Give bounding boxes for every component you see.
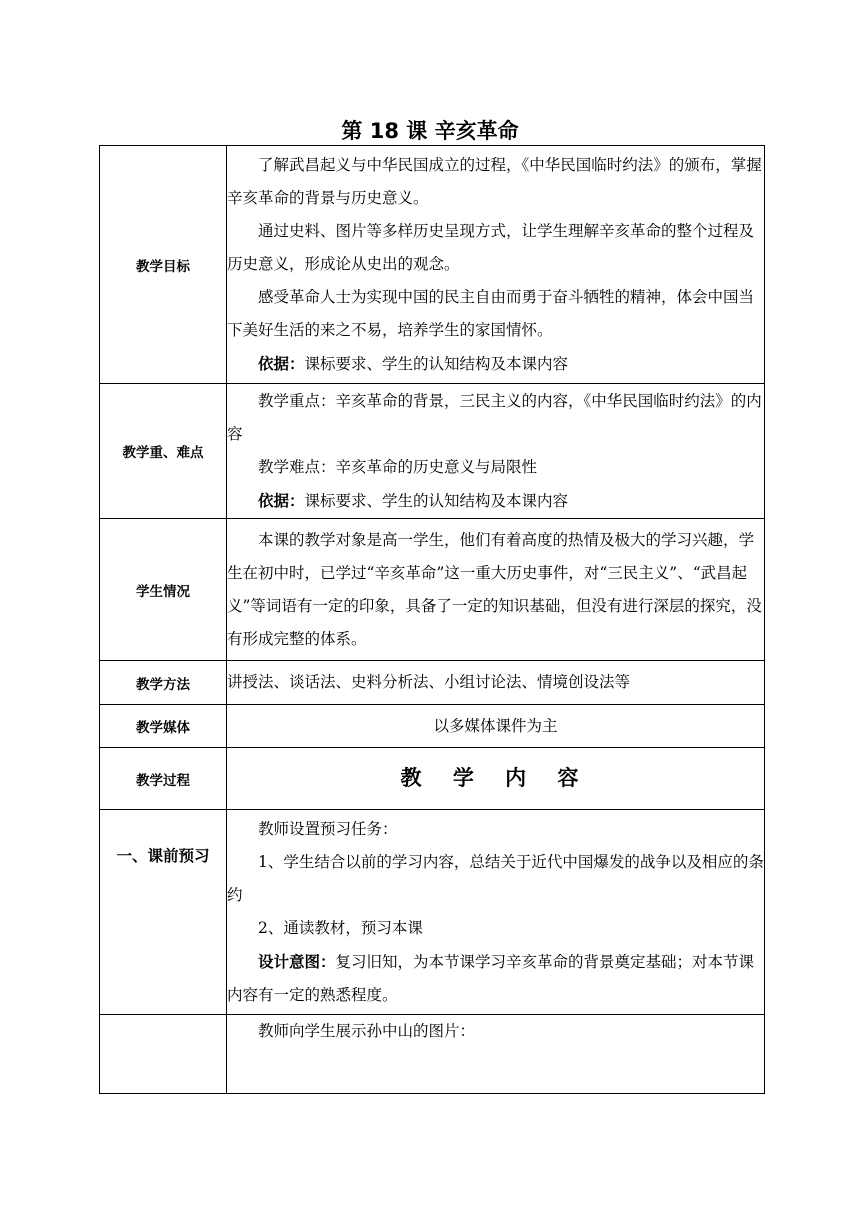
- row-media: [100, 705, 765, 748]
- intent-text: 复习旧知，为本节课学习辛亥革命的背景奠定基础；对本节课内容有一定的熟悉程度。: [227, 952, 755, 1004]
- goal-3: 感受革命人士为实现中国的民主自由而勇于奋斗牺牲的精神，体会中国当下美好生活的来之不易，培养学生的家国情怀。: [227, 287, 755, 339]
- content-preview: [227, 810, 765, 1015]
- label-media: 教学媒体: [100, 705, 227, 748]
- key-basis: [227, 484, 764, 518]
- row-key-points: [100, 384, 765, 519]
- label-next: [100, 1015, 227, 1094]
- students-text: 本课的教学对象是高一学生，他们有着高度的热情及极大的学习兴趣，学生在初中时，已学过“辛亥革命”这一重大历史事件，对“三民主义”、“武昌起义”等词语有一定的印象，具备了一定的知识基础，但没有进行深层的探究，没有形成完整的体系。: [227, 530, 762, 648]
- row-next: [100, 1015, 765, 1094]
- content-goals: [227, 146, 765, 384]
- content-methods: [227, 661, 765, 705]
- label-preview: 一、课前预习: [100, 810, 227, 1015]
- row-preview: [100, 810, 765, 1015]
- preview-task: 教师设置预习任务：: [258, 819, 398, 838]
- row-students: [100, 519, 765, 661]
- content-students: [227, 519, 765, 661]
- label-students: 学生情况: [100, 519, 227, 661]
- basis-text: 课标要求、学生的认知结构及本课内容: [304, 491, 569, 510]
- lesson-plan-table: [99, 145, 765, 1094]
- methods-text: 讲授法、谈话法、史料分析法、小组讨论法、情境创设法等: [227, 673, 631, 691]
- preview-intent: [227, 945, 764, 1012]
- goal-2: 通过史料、图片等多样历史呈现方式，让学生理解辛亥革命的整个过程及历史意义，形成论从史出的观念。: [227, 221, 755, 273]
- basis-label: 依据：: [258, 490, 305, 510]
- label-methods: 教学方法: [100, 661, 227, 705]
- content-next: [227, 1015, 765, 1094]
- row-process: [100, 748, 765, 810]
- media-text: 以多媒体课件为主: [433, 716, 558, 735]
- label-goals: 教学目标: [100, 146, 227, 384]
- row-methods: [100, 661, 765, 705]
- goal-basis: [227, 347, 764, 381]
- process-heading: 教 学 内 容: [400, 766, 591, 790]
- difficult-point: 教学难点：辛亥革命的历史意义与局限性: [258, 457, 538, 476]
- basis-label: 依据：: [258, 353, 305, 373]
- content-process: [227, 748, 765, 810]
- next-text: 教师向学生展示孙中山的图片：: [258, 1022, 476, 1040]
- content-media: [227, 705, 765, 748]
- label-process: 教学过程: [100, 748, 227, 810]
- key-point: 教学重点：辛亥革命的背景，三民主义的内容，《中华民国临时约法》的内容: [227, 391, 762, 443]
- label-key-points: 教学重、难点: [100, 384, 227, 519]
- page-title: 第 18 课 辛亥革命: [341, 119, 519, 143]
- basis-text: 课标要求、学生的认知结构及本课内容: [304, 354, 569, 373]
- intent-label: 设计意图：: [258, 951, 336, 971]
- preview-item-2: 2、通读教材，预习本课: [258, 918, 423, 937]
- content-key-points: [227, 384, 765, 519]
- goal-1: 了解武昌起义与中华民国成立的过程，《中华民国临时约法》的颁布，掌握辛亥革命的背景与历史意义。: [227, 155, 762, 207]
- row-goals: [100, 146, 765, 384]
- preview-item-1: 1、学生结合以前的学习内容，总结关于近代中国爆发的战争以及相应的条约: [227, 852, 764, 904]
